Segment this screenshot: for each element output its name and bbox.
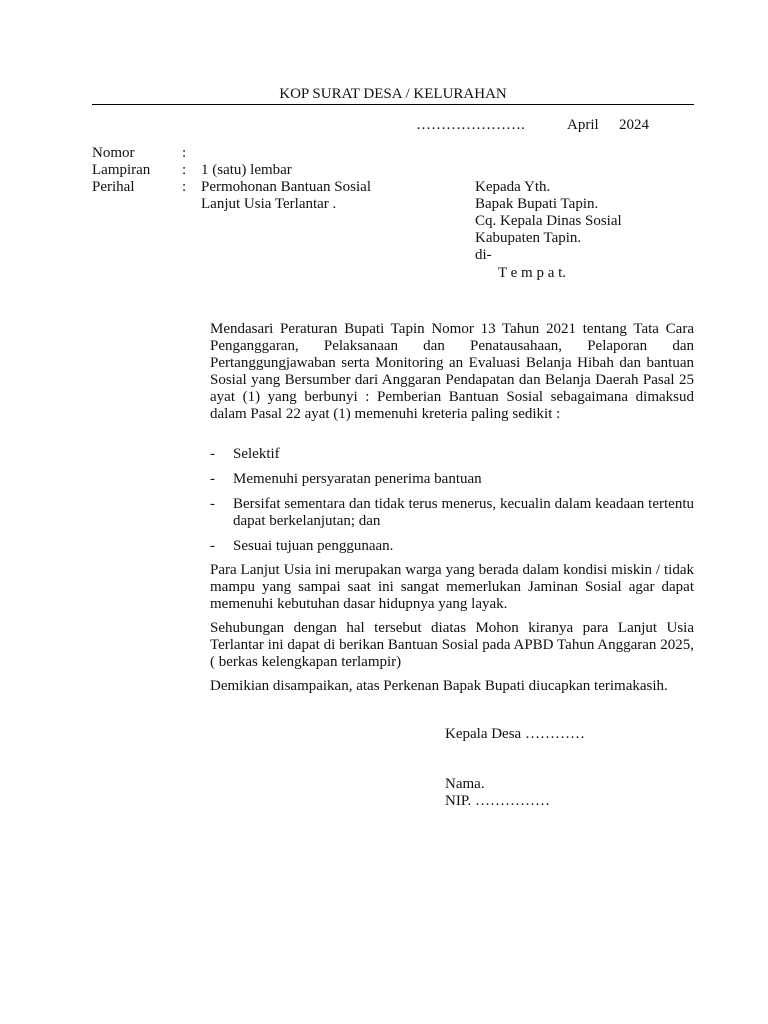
meta-value-perihal: Permohonan Bantuan Sosial <box>201 179 371 195</box>
criteria-text: Memenuhi persyaratan penerima bantuan <box>233 471 482 487</box>
recipient-place: T e m p a t. <box>498 265 567 281</box>
body-intro-paragraph: Mendasari Peraturan Bupati Tapin Nomor 13 Tahun 2021 tentang Tata Cara Penganggaran, Pelaksanaan dan Penatausahaan, Pelaporan dan Pertanggungjawaban serta Monitoring an Evaluasi Belanja Hibah dan bantuan Sosial yang Bersumber dari Anggaran Pendapatan dan Belanja Daerah Pasal 25 ayat (1) yang berbunyi : Pemberian Bantuan Sosial sebagaimana dimaksud dalam Pasal 22 ayat (1) memenuhi kreteria paling sedikit : <box>210 321 694 422</box>
meta-value-perihal-line2: Lanjut Usia Terlantar . <box>201 196 337 212</box>
bullet-dash: - <box>210 538 215 554</box>
criteria-item <box>210 538 694 555</box>
criteria-item <box>210 471 694 488</box>
recipient-name: Bapak Bupati Tapin. <box>475 196 599 212</box>
bullet-dash: - <box>210 496 215 512</box>
date-place-placeholder: …………………. <box>416 117 525 133</box>
signature-title: Kepala Desa ………… <box>445 726 585 742</box>
criteria-text: Selektif <box>233 446 280 462</box>
letterhead-title: KOP SURAT DESA / KELURAHAN <box>279 86 507 102</box>
signature-name: Nama. <box>445 776 485 792</box>
body-closing: Demikian disampaikan, atas Perkenan Bapak Bupati diucapkan terimakasih. <box>210 678 668 694</box>
letterhead-divider <box>92 104 694 105</box>
meta-label-nomor: Nomor <box>92 145 135 161</box>
meta-colon: : <box>182 145 187 161</box>
meta-label-lampiran: Lampiran <box>92 162 151 178</box>
meta-value-lampiran: 1 (satu) lembar <box>201 162 292 178</box>
criteria-text: Sesuai tujuan penggunaan. <box>233 538 394 554</box>
recipient-greeting: Kepada Yth. <box>475 179 551 195</box>
criteria-text: Bersifat sementara dan tidak terus menerus, kecualin dalam keadaan tertentu dapat berkelanjutan; dan <box>233 496 694 529</box>
date-month: April <box>567 117 599 133</box>
meta-label-perihal: Perihal <box>92 179 135 195</box>
meta-colon: : <box>182 179 187 195</box>
recipient-region: Kabupaten Tapin. <box>475 230 582 246</box>
body-paragraph-3: Sehubungan dengan hal tersebut diatas Mohon kiranya para Lanjut Usia Terlantar ini dapat di berikan Bantuan Sosial pada APBD Tahun Anggaran 2025, ( berkas kelengkapan terlampir) <box>210 620 694 670</box>
criteria-item <box>210 446 694 463</box>
bullet-dash: - <box>210 446 215 462</box>
body-paragraph-2: Para Lanjut Usia ini merupakan warga yang berada dalam kondisi miskin / tidak mampu yang sampai saat ini sangat memerlukan Jaminan Sosial agar dapat memenuhi kebutuhan dasar hidupnya yang layak. <box>210 562 694 612</box>
meta-colon: : <box>182 162 187 178</box>
signature-nip: NIP. …………… <box>445 793 551 809</box>
criteria-item <box>210 496 694 530</box>
bullet-dash: - <box>210 471 215 487</box>
recipient-cq: Cq. Kepala Dinas Sosial <box>475 213 622 229</box>
date-year: 2024 <box>619 117 649 133</box>
recipient-di: di- <box>475 247 492 263</box>
